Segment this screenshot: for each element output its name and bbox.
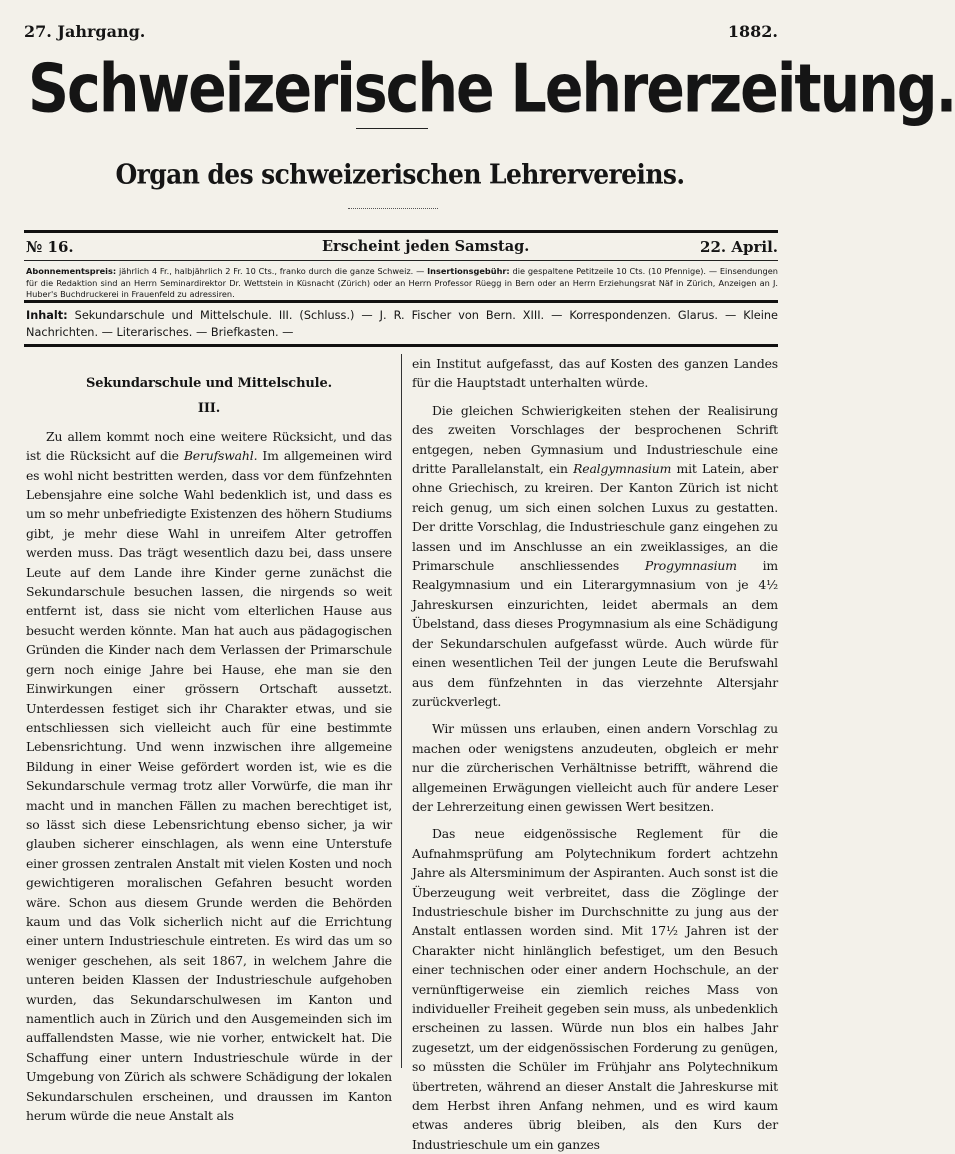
subscription-price-label: Abonnementspreis: [26, 266, 117, 276]
subscription-price-text: jährlich 4 Fr., halbjährlich 2 Fr. 10 Cts., franko durch die ganze Schweiz. — [118, 266, 425, 276]
article-paragraph: Die gleichen Schwierigkeiten stehen der Realisirung des zweiten Vorschlages der besprochenen Schrift entgegen, neben Gymnasium und Industrieschule eine dritte Parallelanstalt, ein Realgymnasium mit Latein, aber ohne Griechisch, zu kreiren. Der Kanton Zürich ist nicht reich genug, um sich einen solchen Luxus zu gestatten. Der dritte Vorschlag, die Industrieschule ganz eingehen zu lassen und im Anschlusse an ein zweiklassiges, an die Primarschule anschliessendes Progymnasium im Realgymnasium und ein Literargymnasium von je 4½ Jahreskursen einzurichten, leidet abermals an dem Übelstand, dass dieses Progymnasium als eine Schädigung der Sekundarschulen aufgefasst würde. Auch würde für einen wesentlichen Teil der jungen Leute die Berufswahl aus dem fünfzehnten in das vierzehnte Altersjahr zurückverlegt. [412, 402, 778, 709]
column-divider [401, 354, 402, 1068]
article-column-right [412, 354, 778, 1154]
contents-label: Inhalt: [26, 309, 68, 322]
contents-rule [24, 344, 778, 347]
article-column-left [26, 354, 392, 1125]
table-of-contents [26, 307, 778, 341]
issue-line [26, 238, 778, 256]
volume-label: 27. Jahrgang. [24, 22, 146, 41]
newspaper-subtitle: Organ des schweizerischen Lehrervereins. [115, 158, 685, 190]
subscription-info [26, 266, 778, 301]
article-paragraph: ein Institut aufgefasst, das auf Kosten des ganzen Landes für die Hauptstadt unterhalten würde. [412, 356, 778, 391]
article-paragraph: Wir müssen uns erlauben, einen andern Vorschlag zu machen oder wenigstens anzudeuten, obgleich er mehr nur die zürcherischen Verhältnisse betrifft, während die allgemeinen Erwägungen vielleicht auch für andere Leser der Lehrerzeitung einen gewissen Wert besitzen. [412, 721, 778, 814]
contents-text: Sekundarschule und Mittelschule. III. (Schluss.) — J. R. Fischer von Bern. XIII. — Korrespondenzen. Glarus. — Kleine Nachrichten. — Literarisches. — Briefkasten. — [26, 309, 778, 339]
header-rule-top [24, 230, 778, 233]
issue-number: № 16. [26, 238, 74, 256]
newspaper-title: Schweizerische Lehrerzeitung. [28, 50, 955, 128]
article-heading: Sekundarschule und Mittelschule. [86, 376, 332, 391]
insertion-fee-text: die gespaltene Petitzeile 10 Cts. (10 Pfennige). — Einsendungen für die Redaktion sind an Herrn Seminardirektor Dr. Wettstein in Küsnacht (Zürich) oder an Herrn Professor Rüegg in Bern oder an Herrn Erziehungsrat Näf in Zürich, Anzeigen an J. Huber's Buchdruckerei in Frauenfeld zu adressiren. [26, 266, 778, 299]
issue-date: 22. April. [700, 238, 778, 256]
insertion-fee-label: Insertionsgebühr: [427, 266, 510, 276]
ornament-divider [348, 208, 438, 209]
article-paragraph: Zu allem kommt noch eine weitere Rücksicht, und das ist die Rücksicht auf die Berufswahl. Im allgemeinen wird es wohl nicht bestritten werden, dass vor dem fünfzehnten Lebensjahre eine solche Wahl bedenklich ist, und dass es um so mehr unbefriedigte Existenzen des höhern Studiums gibt, je mehr diese Wahl in unreifem Alter getroffen werden muss. Das trägt wesentlich dazu bei, dass unsere Leute auf dem Lande ihre Kinder gerne zunächst die Sekundarschule besuchen lassen, die nirgends so weit entfernt ist, dass sie nicht vom elterlichen Hause aus besucht werden könnte. Man hat auch aus pädagogischen Gründen die Kinder nach dem Verlassen der Primarschule gern noch einige Jahre bei Hause, ehe man sie den Einwirkungen einer grössern Ortschaft aussetzt. Unterdessen festiget sich ihr Charakter etwas, und sie entschliessen sich vielleicht auch für eine bestimmte Lebensrichtung. Und wenn inzwischen ihre allgemeine Bildung in einer Weise gefördert worden ist, wie es die Sekundarschule vermag trotz aller Vorwürfe, die man ihr macht und in manchen Fällen zu machen berechtiget ist, so lässt sich diese Lebensrichtung ebenso sicher, ja wir glauben sicherer einschlagen, als wenn eine Unterstufe einer grossen zentralen Anstalt mit vielen Kosten und noch gewichtigeren moralischen Gefahren besucht worden wäre. Schon aus diesem Grunde werden die Behörden kaum und das Volk sicherlich nicht auf die Errichtung einer untern Industrieschule eintreten. Es wird das um so weniger geschehen, als seit 1867, in welchem Jahre die unteren beiden Klassen der Industrieschule aufgehoben wurden, das Sekundarschulwesen im Kanton und namentlich auch in Zürich und den Ausgemeinden sich im auffallendsten Masse, wie nie vorher, entwickelt hat. Die Schaffung einer untern Industrieschule würde in der Umgebung von Zürich als schwere Schädigung der lokalen Sekundarschulen erscheinen, und draussen im Kanton herum würde die neue Anstalt als [26, 428, 392, 1124]
header-rule-middle [24, 260, 778, 261]
year-label: 1882. [727, 22, 778, 41]
article-paragraph: Das neue eidgenössische Reglement für die Aufnahmsprüfung am Polytechnikum fordert achtzehn Jahre als Altersminimum der Aspiranten. Auch sonst ist die Überzeugung weit verbreitet, dass die Zöglinge der Industrieschule bisher im Durchschnitte zu jung aus der Anstalt entlassen worden sind. Mit 17½ Jahren ist der Charakter nicht hinlänglich befestiget, um den Besuch einer technischen oder einer andern Hochschule, an der vernünftigerweise ein ziemlich reiches Mass von individueller Freiheit gegeben sein muss, als unbedenklich erscheinen zu lassen. Würde nun blos ein halbes Jahr zugesetzt, um der eidgenössischen Forderung zu genügen, so müssten die Schüler im Frühjahr ans Polytechnikum übertreten, während an dieser Anstalt die Jahreskurse mit dem Herbst ihren Anfang nehmen, und es wird kaum etwas anderes übrig bleiben, als den Kurs der Industrieschule um ein ganzes [412, 826, 778, 1152]
publication-schedule: Erscheint jeden Samstag. [322, 238, 530, 255]
volume-line [24, 22, 778, 42]
article-part-number: III. [197, 401, 221, 417]
subscription-rule [24, 300, 778, 303]
title-divider [356, 128, 428, 129]
